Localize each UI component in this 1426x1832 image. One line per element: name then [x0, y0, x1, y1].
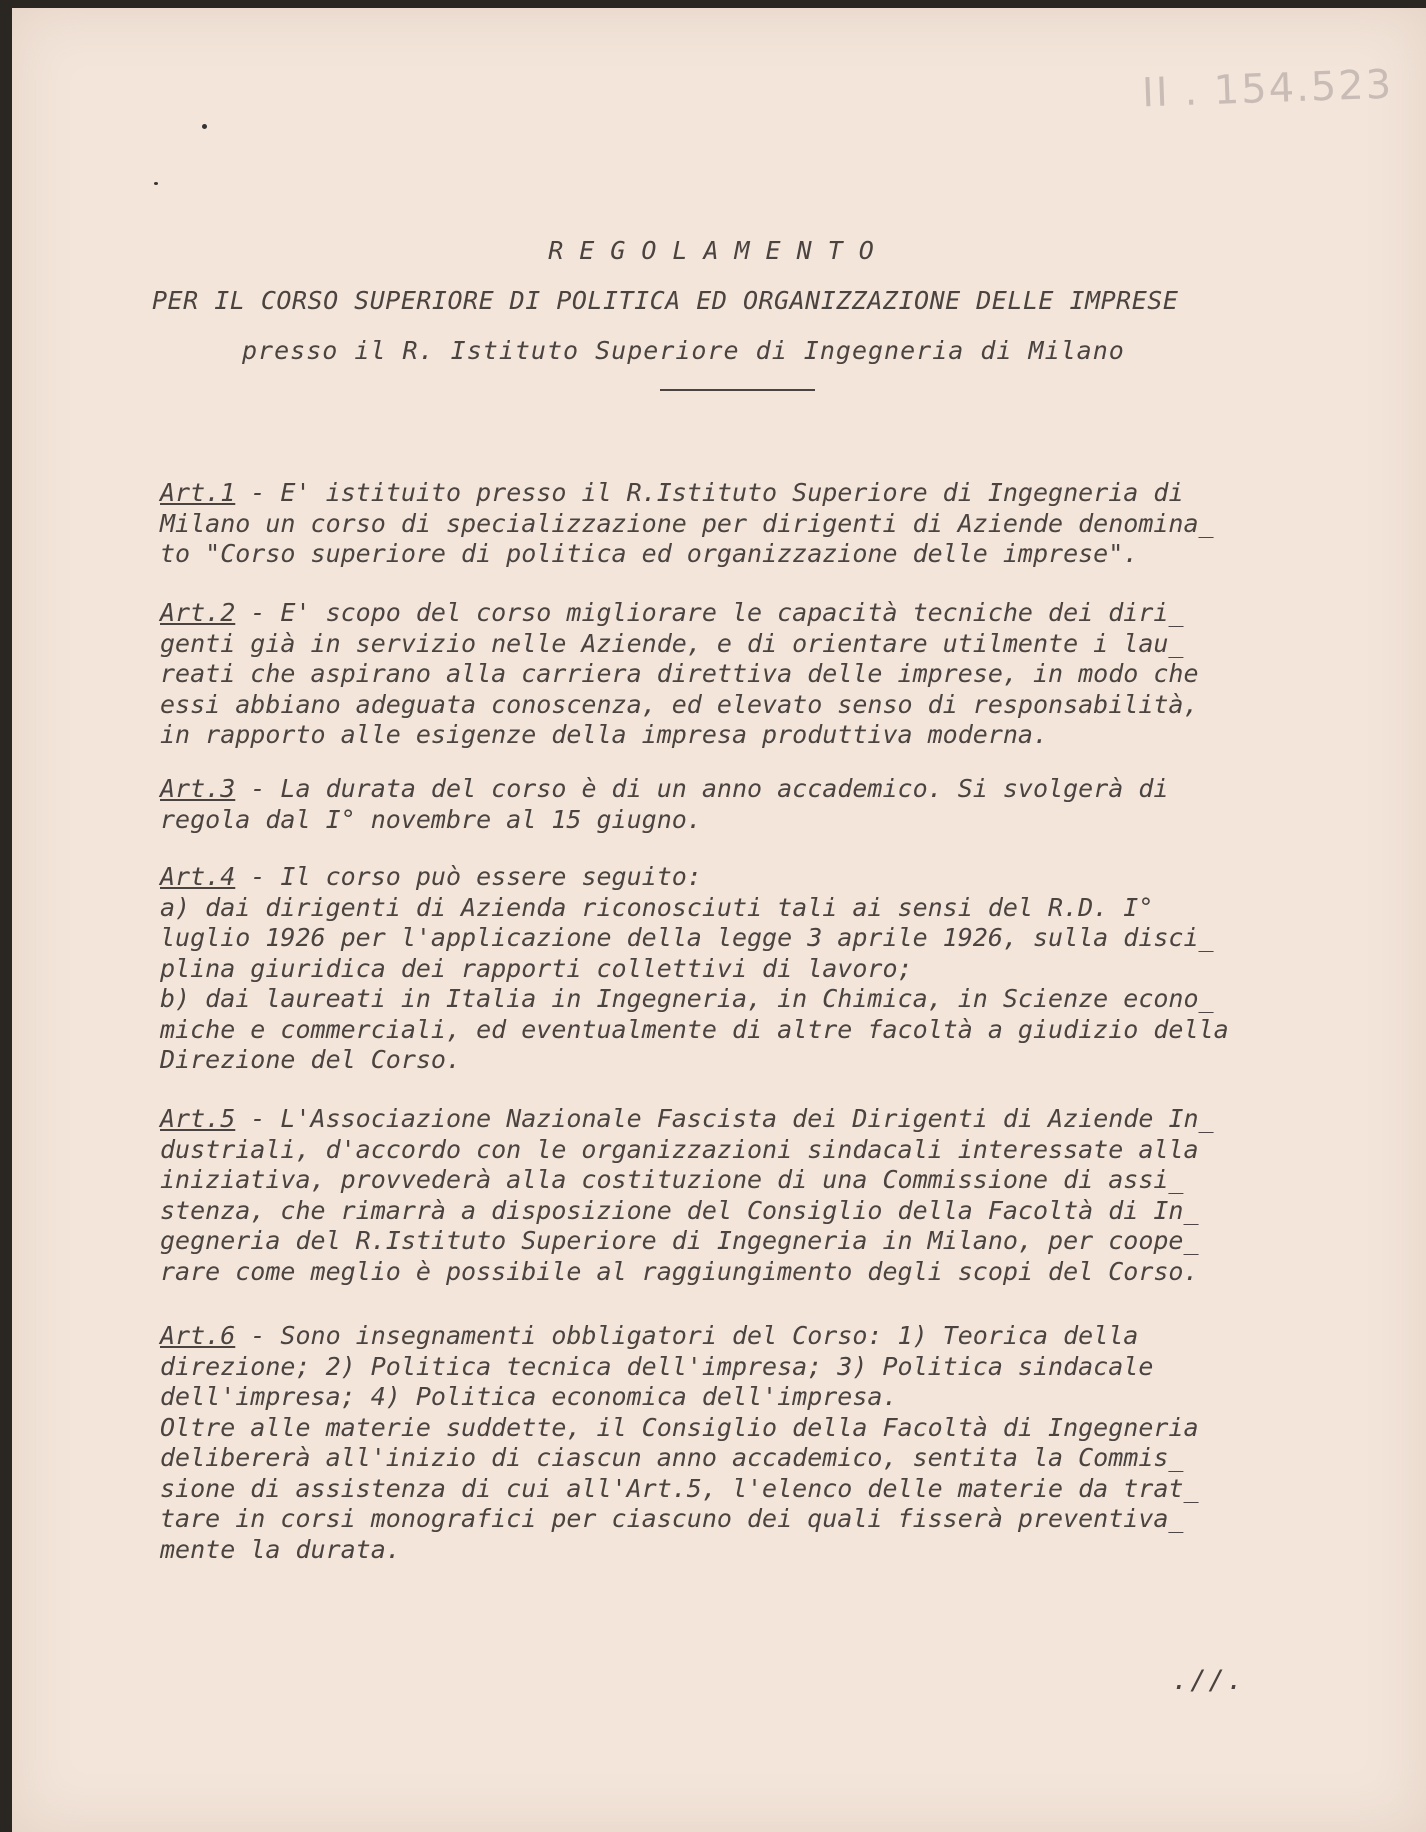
article-label: Art.2 [160, 598, 236, 627]
article-line: dustriali, d'accordo con le organizzazioni sindacali interessate alla [160, 1134, 1199, 1164]
article-line: direzione; 2) Politica tecnica dell'impresa; 3) Politica sindacale [160, 1351, 1154, 1381]
article-line: stenza, che rimarrà a disposizione del Consiglio della Facoltà di In_ [160, 1195, 1199, 1225]
document-page [12, 8, 1426, 1832]
article-5 [160, 1104, 1390, 1287]
article-1 [160, 478, 1390, 570]
article-label: Art.3 [160, 774, 236, 803]
article-line: regola dal I° novembre al 15 giugno. [160, 804, 702, 834]
article-label: Art.5 [160, 1104, 236, 1133]
article-line: Milano un corso di specializzazione per dirigenti di Aziende denomina_ [160, 508, 1214, 538]
article-label: Art.1 [160, 478, 236, 507]
ink-mark [154, 182, 158, 185]
article-line: Art.4 - Il corso può essere seguito: [160, 862, 702, 891]
archive-pencil-mark [1141, 62, 1394, 117]
article-line: Art.3 - La durata del corso è di un anno accademico. Si svolgerà di [160, 774, 1169, 803]
article-label: Art.4 [160, 862, 236, 891]
article-line: sione di assistenza di cui all'Art.5, l'elenco delle materie da trat_ [160, 1473, 1199, 1503]
document-subtitle: PER IL CORSO SUPERIORE DI POLITICA ED ORGANIZZAZIONE DELLE IMPRESE [152, 286, 1179, 315]
article-2 [160, 598, 1390, 751]
article-line: plina giuridica dei rapporti collettivi di lavoro; [160, 953, 913, 983]
article-line: Art.1 - E' istituito presso il R.Istituto Superiore di Ingegneria di [160, 478, 1184, 507]
article-line: genti già in servizio nelle Aziende, e di orientare utilmente i lau_ [160, 628, 1184, 658]
article-line: reati che aspirano alla carriera direttiva delle imprese, in modo che [160, 659, 1199, 688]
article-line: essi abbiano adeguata conoscenza, ed elevato senso di responsabilità, [160, 689, 1199, 719]
article-line: gegneria del R.Istituto Superiore di Ingegneria in Milano, per coope_ [160, 1226, 1199, 1255]
article-line: a) dai dirigenti di Azienda riconosciuti tali ai sensi del R.D. I° [160, 892, 1154, 922]
article-line: b) dai laureati in Italia in Ingegneria, in Chimica, in Scienze econo_ [160, 984, 1214, 1013]
document-title: REGOLAMENTO [548, 236, 890, 265]
article-line: Direzione del Corso. [160, 1045, 462, 1074]
article-6 [160, 1321, 1390, 1565]
article-label: Art.6 [160, 1321, 236, 1350]
article-line: iniziativa, provvederà alla costituzione di una Commissione di assi_ [160, 1165, 1184, 1194]
article-line: Art.6 - Sono insegnamenti obbligatori del Corso: 1) Teorica della [160, 1321, 1139, 1350]
article-line: tare in corsi monografici per ciascuno dei quali fisserà preventiva_ [160, 1504, 1184, 1533]
article-line: rare come meglio è possibile al raggiungimento degli scopi del Corso. [160, 1256, 1199, 1286]
article-line: miche e commerciali, ed eventualmente di altre facoltà a giudizio della [160, 1014, 1229, 1044]
title-divider [660, 389, 815, 391]
article-line: mente la durata. [160, 1534, 401, 1564]
article-line: to "Corso superiore di politica ed organizzazione delle imprese". [160, 539, 1139, 568]
ink-dot [202, 124, 207, 129]
institution-line: presso il R. Istituto Superiore di Ingegneria di Milano [242, 336, 1125, 365]
article-line: Oltre alle materie suddette, il Consiglio della Facoltà di Ingegneria [160, 1412, 1199, 1442]
page-continuation-mark: .//. [1172, 1665, 1246, 1696]
article-line: in rapporto alle esigenze della impresa produttiva moderna. [160, 720, 1049, 749]
article-line: delibererà all'inizio di ciascun anno accademico, sentita la Commis_ [160, 1443, 1184, 1472]
article-3 [160, 774, 1390, 835]
article-4 [160, 862, 1390, 1076]
article-line: luglio 1926 per l'applicazione della legge 3 aprile 1926, sulla disci_ [160, 923, 1214, 952]
article-line: Art.2 - E' scopo del corso migliorare le capacità tecniche dei diri_ [160, 598, 1184, 627]
article-line: dell'impresa; 4) Politica economica dell'impresa. [160, 1382, 898, 1411]
archive-mark-text: II . 154.523 [1141, 61, 1394, 117]
article-line: Art.5 - L'Associazione Nazionale Fascista dei Dirigenti di Aziende In_ [160, 1104, 1214, 1133]
